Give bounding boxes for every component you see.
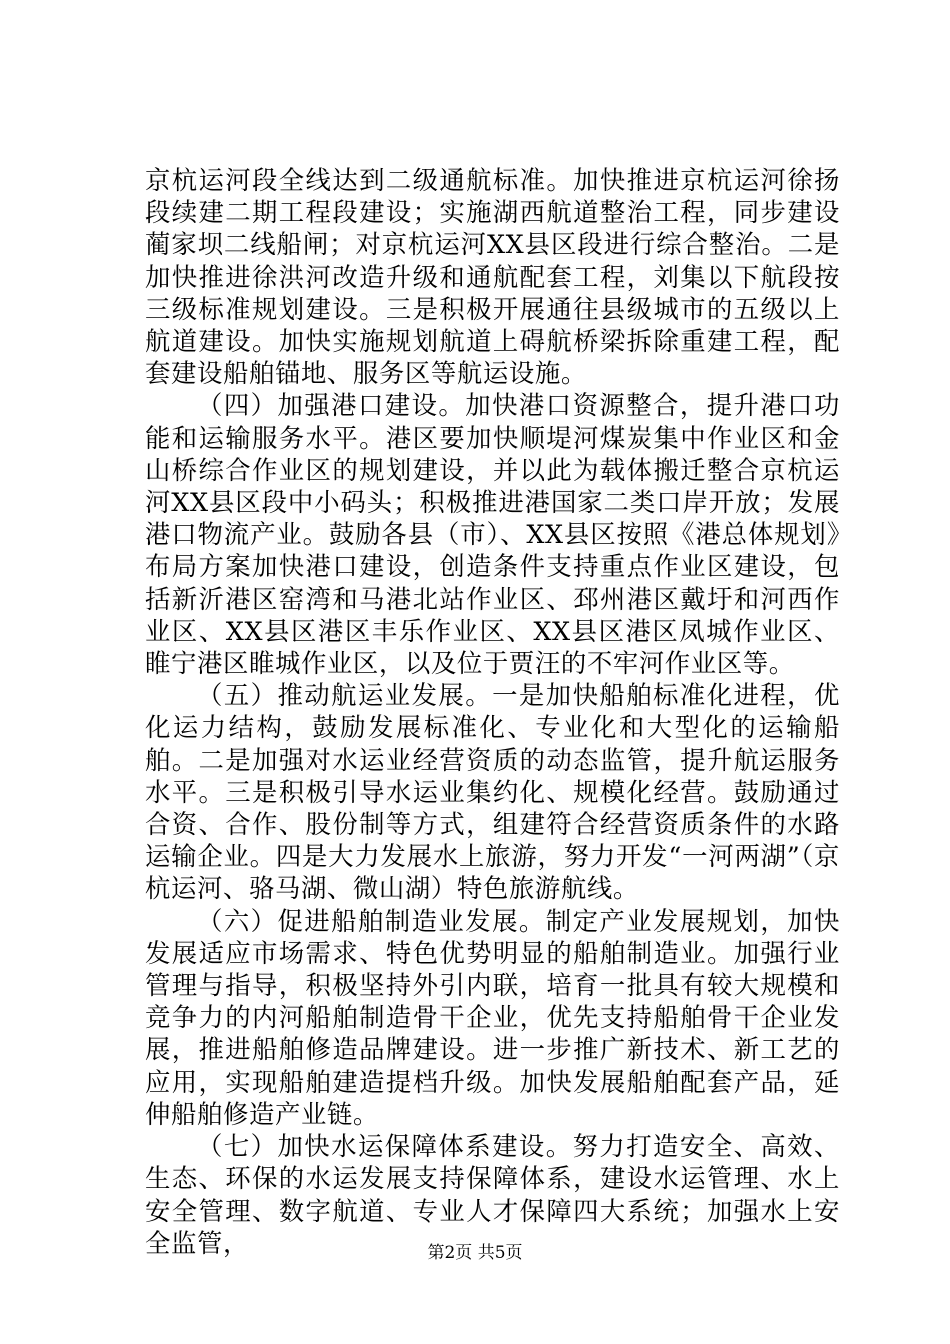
paragraph-shipping-development: （五）推动航运业发展。一是加快船舶标准化进程，优化运力结构，鼓励发展标准化、专业化和大型化的运输船舶。二是加强对水运业经营资质的动态监管，提升航运服务水平。三是积极引导水运业集约化、规模化经营。鼓励通过合资、合作、股份制等方式，组建符合经营资质条件的水路运输企业。四是大力发展水上旅游，努力开发“一河两湖”（京杭运河、骆马湖、微山湖）特色旅游航线。 — [145, 680, 840, 904]
body-text — [145, 164, 840, 1259]
paragraph-shipbuilding: （六）促进船舶制造业发展。制定产业发展规划，加快发展适应市场需求、特色优势明显的船舶制造业。加强行业管理与指导，积极坚持外引内联，培育一批具有较大规模和竞争力的内河船舶制造骨干企业，优先支持船舶骨干企业发展，推进船舶修造品牌建设。进一步推广新技术、新工艺的应用，实现船舶建造提档升级。加快发展船舶配套产品，延伸船舶修造产业链。 — [145, 905, 840, 1129]
paragraph-port-construction: （四）加强港口建设。加快港口资源整合，提升港口功能和运输服务水平。港区要加快顺堤河煤炭集中作业区和金山桥综合作业区的规划建设，并以此为载体搬迁整合京杭运河XX县区段中小码头；积极推进港国家二类口岸开放；发展港口物流产业。鼓励各县（市）、XX县区按照《港总体规划》布局方案加快港口建设，创造条件支持重点作业区建设，包括新沂港区窑湾和马港北站作业区、邳州港区戴圩和河西作业区、XX县区港区丰乐作业区、XX县区港区凤城作业区、睢宁港区睢城作业区，以及位于贾汪的不牢河作业区等。 — [145, 390, 840, 679]
paragraph-support-system: （七）加快水运保障体系建设。努力打造安全、高效、生态、环保的水运发展支持保障体系，建设水运管理、水上安全管理、数字航道、专业人才保障四大系统；加强水上安全监管， — [145, 1131, 840, 1258]
paragraph-continuation: 京杭运河段全线达到二级通航标准。加快推进京杭运河徐扬段续建二期工程段建设；实施湖西航道整治工程，同步建设蔺家坝二线船闸；对京杭运河XX县区段进行综合整治。二是加快推进徐洪河改造升级和通航配套工程，刘集以下航段按三级标准规划建设。三是积极开展通往县级城市的五级以上航道建设。加快实施规划航道上碍航桥梁拆除重建工程，配套建设船舶锚地、服务区等航运设施。 — [145, 165, 840, 389]
page-number-footer: 第2页 共5页 — [427, 1243, 523, 1263]
